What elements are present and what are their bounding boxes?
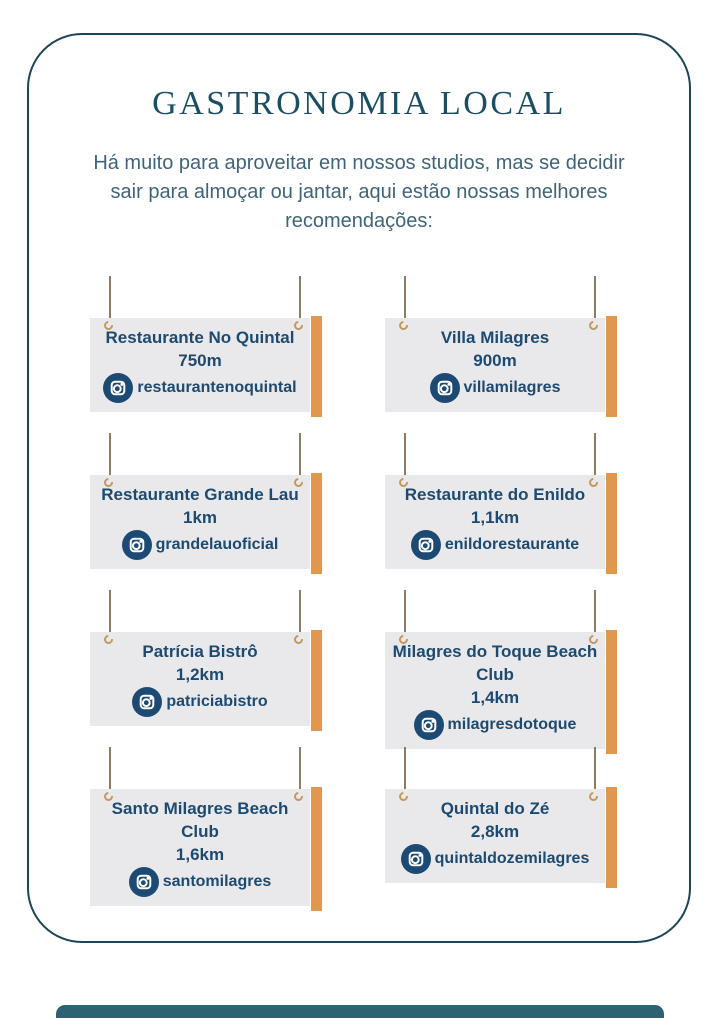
- instagram-handle-row: [414, 709, 577, 741]
- instagram-handle: enildorestaurante: [444, 536, 580, 553]
- restaurant-name: Restaurante do Enildo: [404, 485, 586, 504]
- sign-hanger: [385, 276, 605, 318]
- accent-bar: [606, 316, 617, 417]
- restaurant-name: Quintal do Zé: [440, 799, 550, 818]
- hanging-string: [109, 747, 111, 789]
- restaurant-name: Restaurante No Quintal: [105, 328, 295, 347]
- sign-hanger: [385, 747, 605, 789]
- sign-board: [385, 789, 605, 883]
- next-page-top-edge: [56, 1005, 664, 1018]
- instagram-handle-row: [430, 372, 561, 404]
- instagram-icon: [129, 867, 159, 897]
- restaurant-sign: [90, 433, 323, 569]
- signs-grid: [90, 276, 689, 904]
- restaurant-sign: [385, 590, 618, 749]
- instagram-handle: patriciabistro: [166, 693, 268, 710]
- hanging-string: [594, 276, 596, 318]
- restaurant-name: Santo Milagres Beach Club: [111, 799, 289, 841]
- sign-hanger: [90, 433, 310, 475]
- restaurant-distance: 1km: [182, 508, 218, 527]
- page-title: GASTRONOMIA LOCAL: [152, 85, 566, 122]
- instagram-handle: villamilagres: [463, 379, 561, 396]
- hanging-string: [299, 276, 301, 318]
- sign-board: [90, 789, 310, 906]
- hanging-string: [404, 747, 406, 789]
- accent-bar: [606, 630, 617, 754]
- instagram-handle: quintaldozemilagres: [434, 850, 590, 867]
- restaurant-name: Restaurante Grande Lau: [101, 485, 299, 504]
- instagram-handle: restaurantenoquintal: [137, 379, 297, 396]
- instagram-icon: [414, 710, 444, 740]
- restaurant-sign: [90, 590, 323, 726]
- restaurant-distance: 1,6km: [175, 845, 225, 864]
- restaurant-distance: 750m: [178, 351, 222, 370]
- intro-line-2: sair para almoçar ou jantar, aqui estão nossas melhores: [110, 181, 608, 203]
- sign-board: [90, 475, 310, 569]
- instagram-icon: [401, 844, 431, 874]
- instagram-handle-row: [103, 372, 296, 404]
- sign-board: [385, 475, 605, 569]
- restaurant-sign: [385, 276, 618, 412]
- restaurant-distance: 1,2km: [175, 665, 225, 684]
- sign-board: [385, 318, 605, 412]
- sign-board: [385, 632, 605, 749]
- sign-board: [90, 318, 310, 412]
- hanging-string: [594, 590, 596, 632]
- hanging-string: [299, 590, 301, 632]
- restaurant-name: Milagres do Toque Beach Club: [392, 642, 598, 684]
- hanging-string: [404, 590, 406, 632]
- restaurant-distance: 1,1km: [470, 508, 520, 527]
- accent-bar: [311, 316, 322, 417]
- instagram-handle-row: [132, 686, 267, 718]
- instagram-handle: milagresdotoque: [447, 716, 577, 733]
- instagram-handle-row: [129, 866, 271, 898]
- restaurant-sign: [90, 747, 323, 906]
- sign-hanger: [385, 590, 605, 632]
- restaurant-name: Villa Milagres: [440, 328, 550, 347]
- hanging-string: [299, 747, 301, 789]
- hanging-string: [404, 276, 406, 318]
- accent-bar: [606, 787, 617, 888]
- hanging-string: [594, 747, 596, 789]
- sign-hanger: [90, 276, 310, 318]
- instagram-icon: [132, 687, 162, 717]
- hanging-string: [404, 433, 406, 475]
- instagram-icon: [122, 530, 152, 560]
- hanging-string: [109, 433, 111, 475]
- hanging-string: [594, 433, 596, 475]
- hanging-string: [109, 590, 111, 632]
- hanging-string: [109, 276, 111, 318]
- sign-hanger: [90, 590, 310, 632]
- instagram-icon: [430, 373, 460, 403]
- instagram-handle: grandelauoficial: [155, 536, 279, 553]
- sign-hanger: [385, 433, 605, 475]
- accent-bar: [311, 473, 322, 574]
- flyer-card: [27, 33, 691, 943]
- intro-line-3: recomendações:: [285, 210, 433, 232]
- accent-bar: [606, 473, 617, 574]
- restaurant-sign: [90, 276, 323, 412]
- restaurant-distance: 2,8km: [470, 822, 520, 841]
- instagram-handle-row: [122, 529, 279, 561]
- sign-hanger: [90, 747, 310, 789]
- sign-board: [90, 632, 310, 726]
- hanging-string: [299, 433, 301, 475]
- restaurant-distance: 900m: [473, 351, 517, 370]
- restaurant-sign: [385, 433, 618, 569]
- instagram-icon: [103, 373, 133, 403]
- accent-bar: [311, 787, 322, 911]
- instagram-handle-row: [411, 529, 579, 561]
- intro-line-1: Há muito para aproveitar em nossos studios, mas se decidir: [93, 152, 625, 174]
- instagram-icon: [411, 530, 441, 560]
- restaurant-sign: [385, 747, 618, 883]
- instagram-handle-row: [401, 843, 590, 875]
- accent-bar: [311, 630, 322, 731]
- intro-text: [29, 149, 689, 236]
- restaurant-name: Patrícia Bistrô: [142, 642, 258, 661]
- restaurant-distance: 1,4km: [470, 688, 520, 707]
- instagram-handle: santomilagres: [162, 873, 272, 890]
